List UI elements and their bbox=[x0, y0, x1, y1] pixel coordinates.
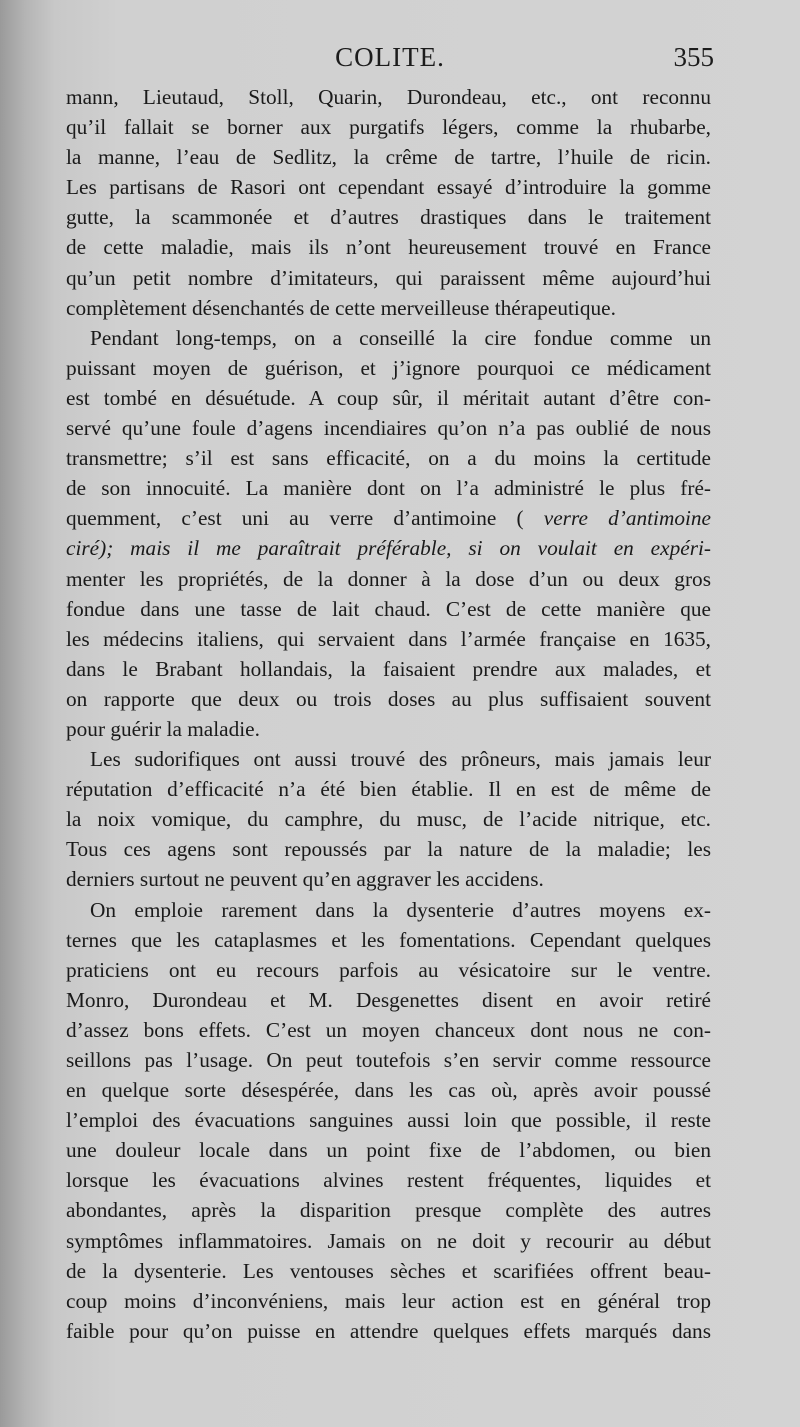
page-header bbox=[66, 42, 714, 82]
text-line: l’emploi des évacuations sanguines aussi loin que possible, il reste bbox=[66, 1108, 711, 1133]
text-line bbox=[66, 503, 711, 533]
page-number: 355 bbox=[673, 42, 714, 72]
paragraph bbox=[66, 323, 711, 744]
text-line: mann, Lieutaud, Stoll, Quarin, Durondeau, etc., ont reconnu bbox=[66, 85, 711, 109]
text-line: symptômes inflammatoires. Jamais on ne doit y recourir au début bbox=[66, 1228, 711, 1253]
text-line: servé qu’une foule d’agens incendiaires qu’on n’a pas oublié de nous bbox=[66, 416, 711, 441]
text-line: de son innocuité. La manière dont on l’a administré le plus fré- bbox=[66, 476, 711, 501]
text-line: seillons pas l’usage. On peut toutefois s’en servir comme ressource bbox=[66, 1048, 711, 1072]
text-line: de cette maladie, mais ils n’ont heureusement trouvé en France bbox=[66, 235, 711, 260]
text-line: Les partisans de Rasori ont cependant essayé d’introduire la gomme bbox=[66, 175, 711, 200]
text-line: abondantes, après la disparition presque complète des autres bbox=[66, 1198, 711, 1223]
text-line: ternes que les cataplasmes et les fomentations. Cependant quelques bbox=[66, 927, 711, 952]
running-head: COLITE. bbox=[335, 42, 445, 72]
text-line: pour guérir la maladie. bbox=[66, 716, 260, 741]
text-line bbox=[66, 533, 711, 563]
text-line: On emploie rarement dans la dysenterie d’autres moyens ex- bbox=[90, 897, 711, 922]
text-line: Les sudorifiques ont aussi trouvé des prôneurs, mais jamais leur bbox=[90, 747, 711, 772]
text-line: praticiens ont eu recours parfois au vésicatoire sur le ventre. bbox=[66, 957, 711, 982]
text-line: gutte, la scammonée et d’autres drastiques dans le traitement bbox=[66, 205, 711, 230]
text-line: est tombé en désuétude. A coup sûr, il méritait autant d’être con- bbox=[66, 385, 711, 410]
paragraph bbox=[66, 744, 711, 894]
text-line: d’assez bons effets. C’est un moyen chanceux dont nous ne con- bbox=[66, 1017, 711, 1042]
text-line: une douleur locale dans un point fixe de l’abdomen, ou bien bbox=[66, 1138, 711, 1163]
text-line: complètement désenchantés de cette merveilleuse thérapeutique. bbox=[66, 295, 616, 320]
text-line: qu’un petit nombre d’imitateurs, qui paraissent même aujourd’hui bbox=[66, 265, 711, 290]
text-line: réputation d’efficacité n’a été bien établie. Il en est de même de bbox=[66, 777, 711, 802]
text-line: la manne, l’eau de Sedlitz, la crême de tartre, l’huile de ricin. bbox=[66, 145, 711, 170]
text-line: la noix vomique, du camphre, du musc, de l’acide nitrique, etc. bbox=[66, 807, 711, 832]
text-line: derniers surtout ne peuvent qu’en aggraver les accidens. bbox=[66, 867, 544, 892]
text-line: coup moins d’inconvéniens, mais leur action est en général trop bbox=[66, 1288, 711, 1313]
text-line: menter les propriétés, de la donner à la dose d’un ou deux gros bbox=[66, 566, 711, 591]
text-line: Tous ces agens sont repoussés par la nature de la maladie; les bbox=[66, 837, 711, 862]
italic-fragment: verre d’antimoine bbox=[543, 506, 711, 531]
italic-fragment: ciré); mais il me paraîtrait préférable, si on voulait en expéri- bbox=[66, 536, 711, 561]
text-fragment: quemment, c’est uni au verre d’antimoine ( bbox=[66, 506, 524, 531]
text-line: lorsque les évacuations alvines restent fréquentes, liquides et bbox=[66, 1168, 711, 1193]
text-line: on rapporte que deux ou trois doses au plus suffisaient souvent bbox=[66, 686, 711, 711]
text-line: en quelque sorte désespérée, dans les cas où, après avoir poussé bbox=[66, 1078, 711, 1103]
text-line: qu’il fallait se borner aux purgatifs légers, comme la rhubarbe, bbox=[66, 115, 711, 140]
text-line: faible pour qu’on puisse en attendre quelques effets marqués dans bbox=[66, 1318, 711, 1343]
text-line: fondue dans une tasse de lait chaud. C’est de cette manière que bbox=[66, 596, 711, 621]
body-text bbox=[66, 82, 711, 1346]
text-line: les médecins italiens, qui servaient dans l’armée française en 1635, bbox=[66, 626, 711, 651]
paragraph bbox=[66, 82, 711, 323]
text-line: transmettre; s’il est sans efficacité, on a du moins la certitude bbox=[66, 446, 711, 471]
text-line: de la dysenterie. Les ventouses sèches et scarifiées offrent beau- bbox=[66, 1258, 711, 1283]
text-line: Monro, Durondeau et M. Desgenettes disent en avoir retiré bbox=[66, 987, 711, 1012]
paragraph bbox=[66, 895, 711, 1346]
text-line: Pendant long-temps, on a conseillé la cire fondue comme un bbox=[90, 325, 711, 350]
text-line: dans le Brabant hollandais, la faisaient prendre aux malades, et bbox=[66, 656, 711, 681]
text-line: puissant moyen de guérison, et j’ignore pourquoi ce médicament bbox=[66, 355, 711, 380]
